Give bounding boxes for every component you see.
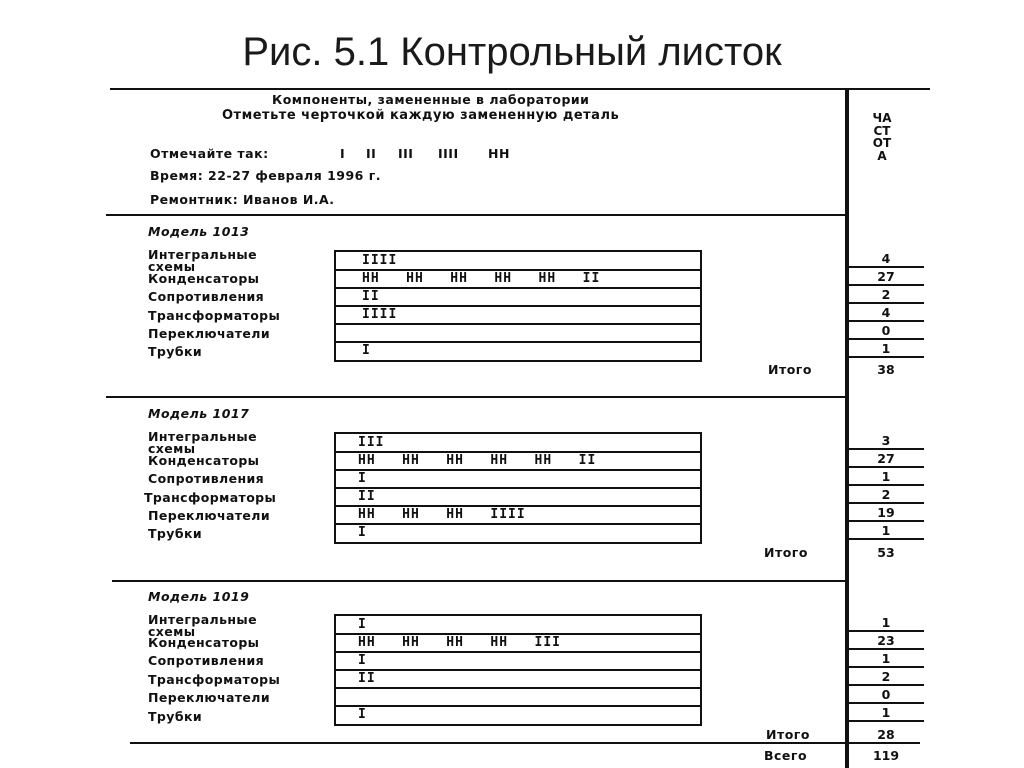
mark-example-1: I bbox=[340, 146, 346, 161]
tally-marks: HH HH HH HH HH II bbox=[358, 453, 597, 468]
sheet-top-border bbox=[110, 88, 930, 90]
frequency-cell: 27 bbox=[848, 450, 924, 468]
row-label-transformers: Трансформаторы bbox=[144, 490, 277, 505]
row-label-tubes: Трубки bbox=[148, 344, 202, 359]
tally-marks: HH HH HH HH HH II bbox=[362, 271, 601, 286]
row-label-capacitors: Конденсаторы bbox=[148, 635, 260, 650]
tally-row-divider bbox=[336, 523, 700, 525]
header-line-1: Компоненты, замененные в лаборатории bbox=[272, 92, 590, 107]
integral-label-2: схемы bbox=[148, 624, 196, 639]
integral-label-2: схемы bbox=[148, 441, 196, 456]
tally-row-divider bbox=[336, 669, 700, 671]
mark-example-4: IIII bbox=[438, 146, 459, 161]
row-label-resistors: Сопротивления bbox=[148, 653, 265, 668]
frequency-cell: 2 bbox=[848, 286, 924, 304]
section-divider bbox=[106, 214, 846, 216]
frequency-cell: 4 bbox=[848, 250, 924, 268]
row-label-transformers: Трансформаторы bbox=[148, 672, 281, 687]
section-divider bbox=[112, 580, 847, 582]
model-title: Модель 1017 bbox=[148, 406, 250, 421]
tally-marks: II bbox=[358, 489, 376, 504]
model-total: 38 bbox=[877, 362, 895, 377]
tally-row-divider bbox=[336, 341, 700, 343]
tally-marks: II bbox=[362, 289, 380, 304]
row-label-integral bbox=[148, 249, 257, 273]
tally-row-divider bbox=[336, 487, 700, 489]
time-line: Время: 22-27 февраля 1996 г. bbox=[150, 168, 382, 183]
integral-label-1: Интегральные bbox=[148, 247, 258, 262]
model-title: Модель 1013 bbox=[148, 224, 250, 239]
frequency-cell: 1 bbox=[848, 650, 924, 668]
row-label-switches: Переключатели bbox=[148, 690, 271, 705]
mark-label: Отмечайте так: bbox=[150, 146, 269, 161]
frequency-cell: 1 bbox=[848, 468, 924, 486]
tally-marks: I bbox=[362, 343, 371, 358]
frequency-cell: 27 bbox=[848, 268, 924, 286]
model-total: 28 bbox=[877, 727, 895, 742]
tally-row-divider bbox=[336, 323, 700, 325]
tally-marks: I bbox=[358, 707, 367, 722]
row-label-capacitors: Конденсаторы bbox=[148, 271, 260, 286]
frequency-cell: 2 bbox=[848, 486, 924, 504]
frequency-cell: 1 bbox=[848, 704, 924, 722]
model-total: 53 bbox=[877, 545, 895, 560]
frequency-cell: 19 bbox=[848, 504, 924, 522]
mark-example-2: II bbox=[366, 146, 377, 161]
total-label: Итого bbox=[764, 545, 808, 560]
frequency-cell: 0 bbox=[848, 322, 924, 340]
tally-row-divider bbox=[336, 287, 700, 289]
integral-label-1: Интегральные bbox=[148, 429, 258, 444]
tally-marks: I bbox=[358, 653, 367, 668]
tally-marks: HH HH HH HH III bbox=[358, 635, 562, 650]
tally-marks: I bbox=[358, 525, 367, 540]
tally-marks: I bbox=[358, 617, 367, 632]
row-label-transformers: Трансформаторы bbox=[148, 308, 281, 323]
row-label-resistors: Сопротивления bbox=[148, 289, 265, 304]
frequency-cell: 3 bbox=[848, 432, 924, 450]
frequency-header: ЧАСТОТА bbox=[872, 111, 892, 163]
grand-total-label: Всего bbox=[764, 748, 808, 763]
mark-example-5: HH bbox=[488, 146, 510, 161]
row-label-tubes: Трубки bbox=[148, 709, 202, 724]
total-label: Итого bbox=[766, 727, 810, 742]
grand-total-divider bbox=[130, 742, 920, 744]
tally-marks: II bbox=[358, 671, 376, 686]
integral-label-1: Интегральные bbox=[148, 612, 258, 627]
tally-grid bbox=[334, 250, 702, 362]
tally-row-divider bbox=[336, 687, 700, 689]
tally-marks: I bbox=[358, 471, 367, 486]
tally-grid bbox=[334, 614, 702, 726]
frequency-cell: 1 bbox=[848, 340, 924, 358]
header-line-2: Отметьте черточкой каждую замененную деталь bbox=[222, 108, 620, 123]
tally-row-divider bbox=[336, 705, 700, 707]
frequency-cell: 1 bbox=[848, 522, 924, 540]
grand-total-value: 119 bbox=[872, 748, 900, 763]
model-title: Модель 1019 bbox=[148, 589, 250, 604]
section-divider bbox=[106, 396, 846, 398]
tally-marks: IIII bbox=[362, 307, 398, 322]
frequency-cell: 23 bbox=[848, 632, 924, 650]
frequency-cell: 4 bbox=[848, 304, 924, 322]
tally-grid bbox=[334, 432, 702, 544]
tally-marks: IIII bbox=[362, 253, 398, 268]
tally-marks: HH HH HH IIII bbox=[358, 507, 526, 522]
tally-row-divider bbox=[336, 469, 700, 471]
row-label-tubes: Трубки bbox=[148, 526, 202, 541]
row-label-switches: Переключатели bbox=[148, 508, 271, 523]
row-label-resistors: Сопротивления bbox=[148, 471, 265, 486]
total-label: Итого bbox=[768, 362, 812, 377]
row-label-integral bbox=[148, 431, 257, 455]
tally-marks: III bbox=[358, 435, 385, 450]
frequency-cell: 1 bbox=[848, 614, 924, 632]
slide-title: Рис. 5.1 Контрольный листок bbox=[242, 30, 782, 74]
frequency-cell: 0 bbox=[848, 686, 924, 704]
frequency-cell: 2 bbox=[848, 668, 924, 686]
row-label-capacitors: Конденсаторы bbox=[148, 453, 260, 468]
row-label-switches: Переключатели bbox=[148, 326, 271, 341]
mark-example-3: III bbox=[398, 146, 414, 161]
integral-label-2: схемы bbox=[148, 259, 196, 274]
tally-row-divider bbox=[336, 651, 700, 653]
repairman-line: Ремонтник: Иванов И.А. bbox=[150, 192, 335, 207]
